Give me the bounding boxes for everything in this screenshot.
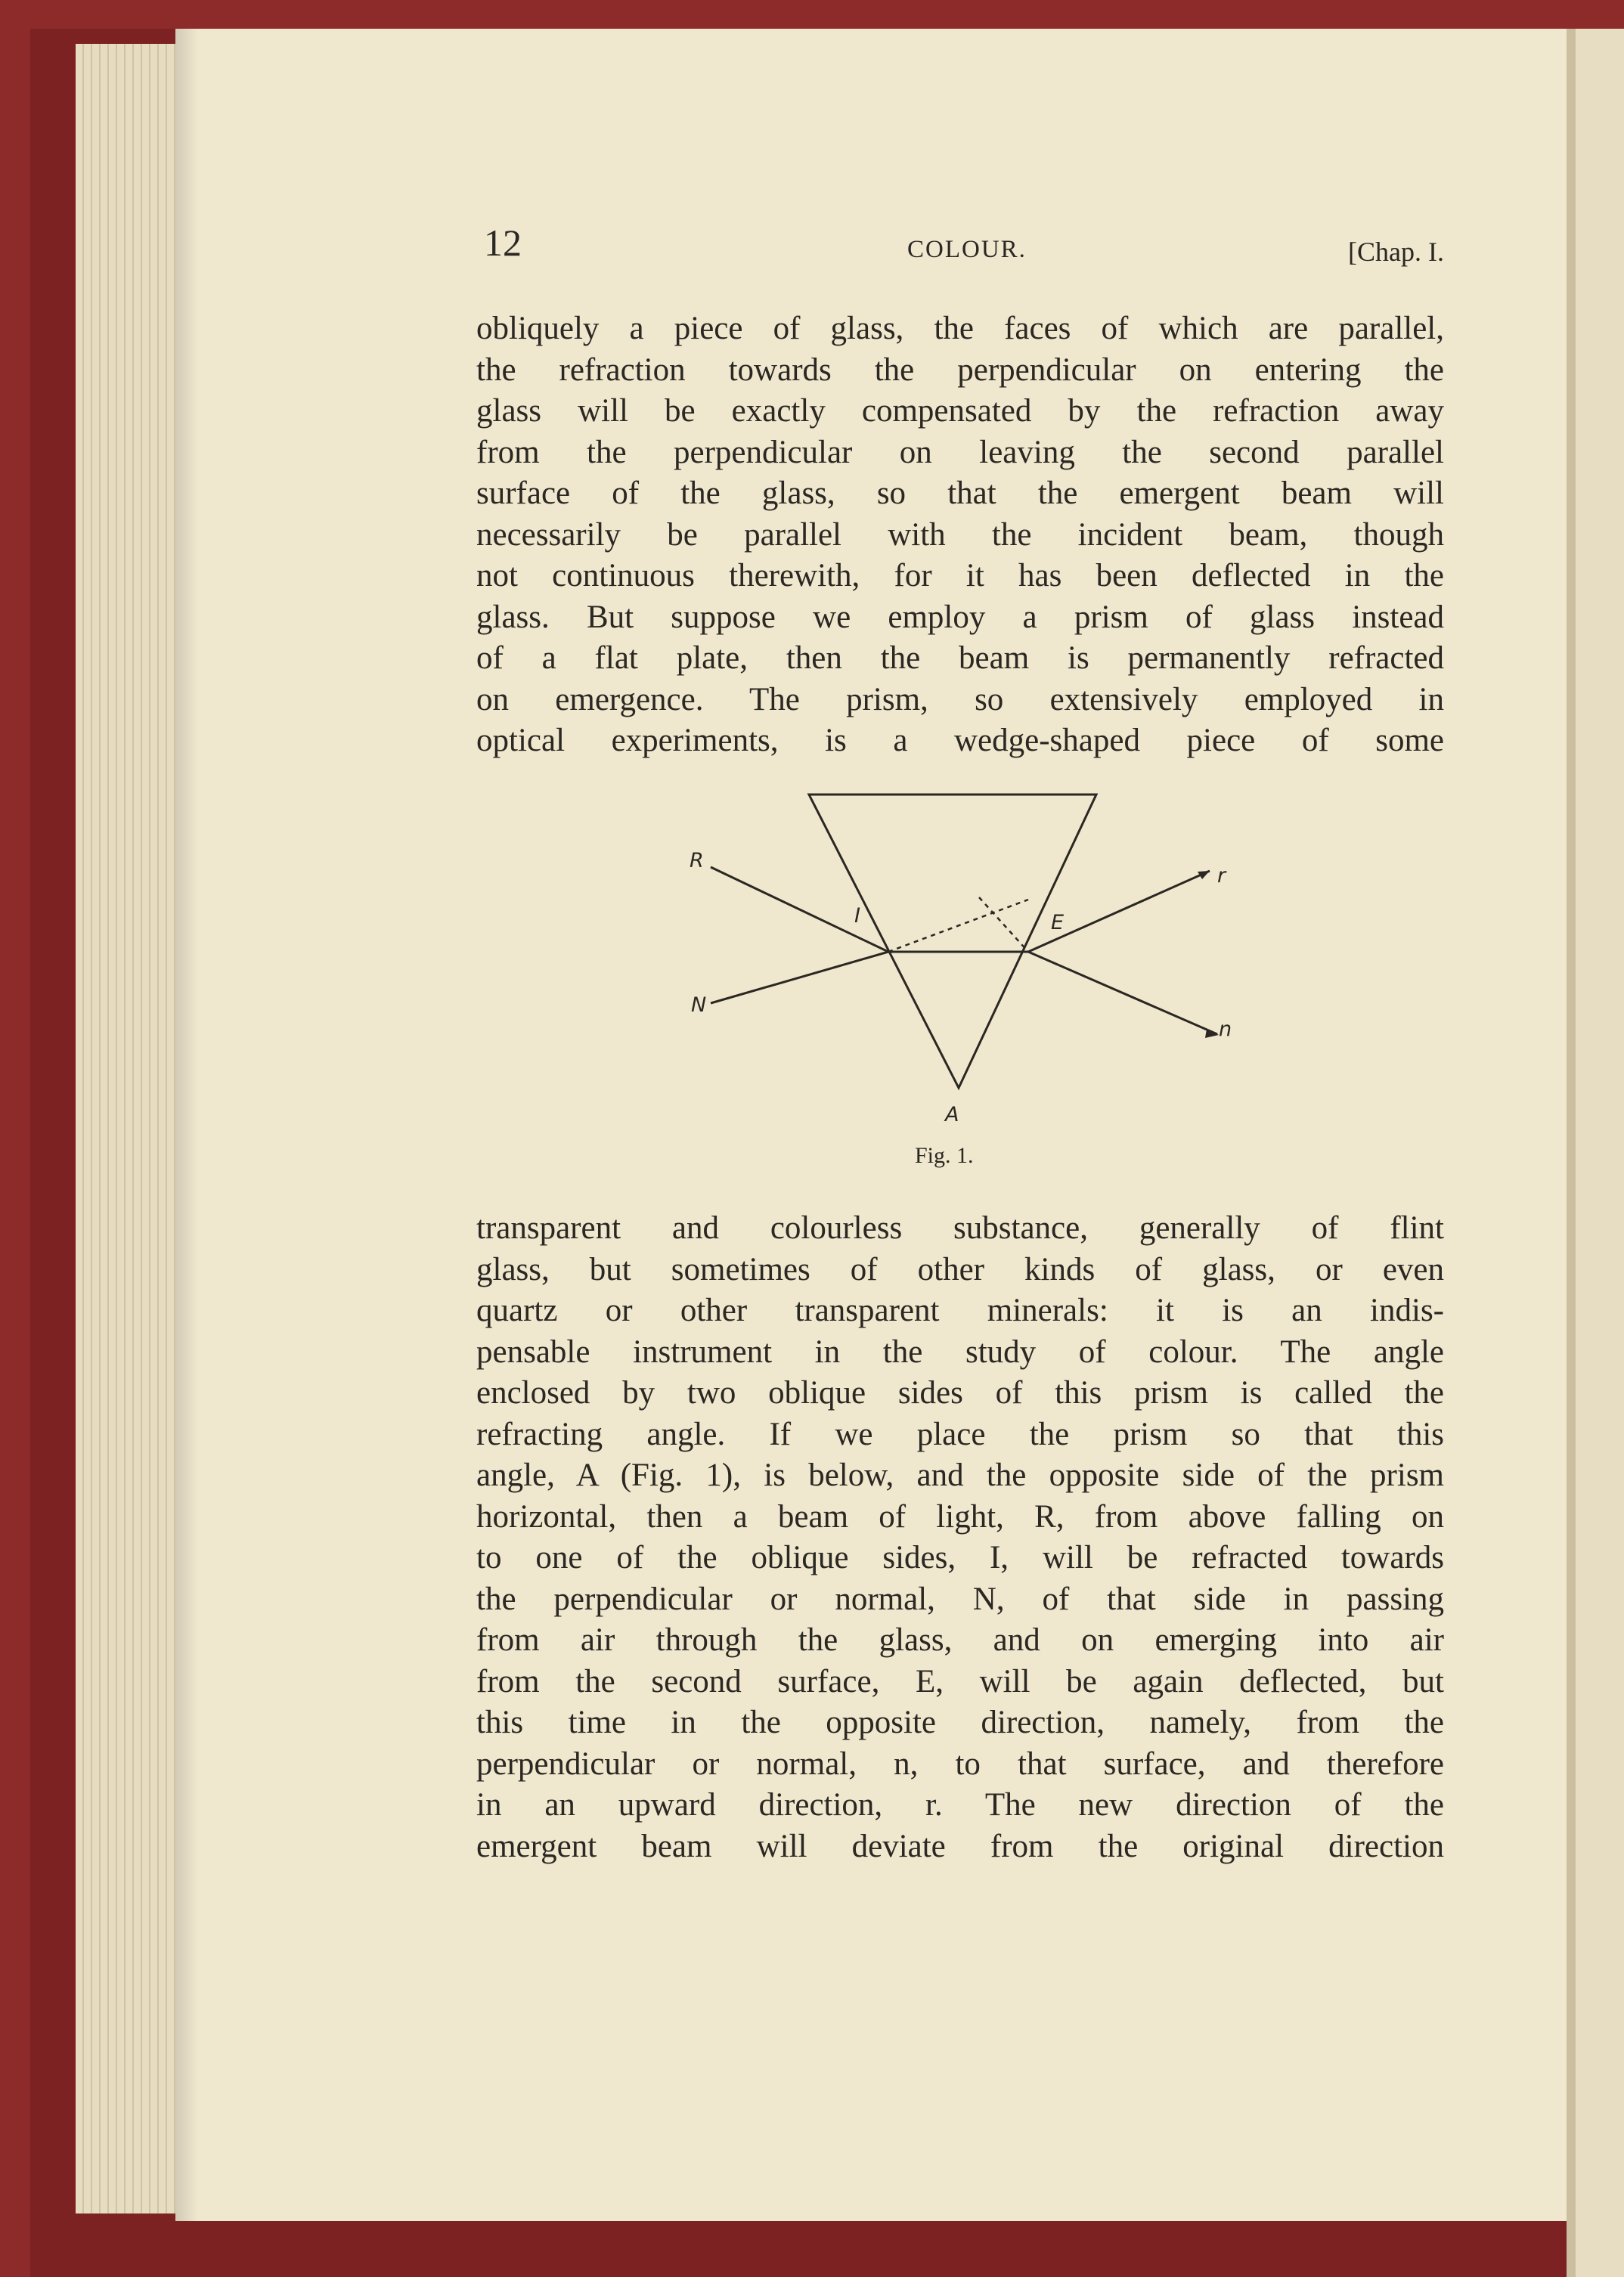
page-gutter-shadow	[175, 29, 198, 2221]
label-I: I	[854, 904, 860, 928]
paragraph-top	[476, 308, 1444, 762]
text-line: transparent and colourless substance, generally of flint	[476, 1210, 1444, 1246]
label-R: R	[690, 849, 704, 872]
chapter-reference: [Chap. I.	[1348, 237, 1444, 267]
label-N: N	[691, 993, 707, 1017]
dotted-line-2	[979, 897, 1028, 952]
text-line: from the perpendicular on leaving the second parallel	[476, 434, 1444, 470]
text-line: obliquely a piece of glass, the faces of which are parallel,	[476, 311, 1444, 346]
text-line: not continuous therewith, for it has been deflected in the	[476, 558, 1444, 593]
running-title: COLOUR.	[907, 236, 1027, 263]
label-A: A	[945, 1103, 959, 1126]
text-line: this time in the opposite direction, namely, from the	[476, 1705, 1444, 1740]
normal-line-n-right	[1028, 952, 1217, 1034]
label-r: r	[1217, 864, 1226, 888]
text-line: angle, A (Fig. 1), is below, and the opposite side of the prism	[476, 1458, 1444, 1493]
text-line: horizontal, then a beam of light, R, from above falling on	[476, 1498, 1444, 1535]
text-line: perpendicular or normal, n, to that surface, and therefore	[476, 1746, 1444, 1782]
incident-ray	[711, 867, 888, 952]
text-line: of a flat plate, then the beam is permanently refracted	[476, 640, 1444, 676]
label-n: n	[1219, 1018, 1232, 1041]
paragraph-bottom	[476, 1208, 1444, 1867]
prism-diagram	[680, 782, 1270, 1145]
text-line: pensable instrument in the study of colour. The angle	[476, 1334, 1444, 1370]
text-line: glass, but sometimes of other kinds of glass, or even	[476, 1251, 1444, 1287]
text-line: the perpendicular or normal, N, of that side in passing	[476, 1581, 1444, 1617]
text-line: surface of the glass, so that the emergent beam will	[476, 476, 1444, 511]
label-E: E	[1051, 911, 1065, 934]
text-line: emergent beam will deviate from the original direction	[476, 1828, 1444, 1864]
page-number: 12	[484, 222, 522, 264]
text-line: refracting angle. If we place the prism so that this	[476, 1416, 1444, 1452]
text-line: enclosed by two oblique sides of this prism is called the	[476, 1375, 1444, 1411]
text-line: optical experiments, is a wedge-shaped piece of some	[476, 723, 1444, 758]
text-line: necessarily be parallel with the incident beam, though	[476, 516, 1444, 553]
text-line: on emergence. The prism, so extensively employed in	[476, 681, 1444, 717]
text-line: quartz or other transparent minerals: it is an indis-	[476, 1293, 1444, 1328]
normal-line-n-left	[711, 952, 888, 1003]
dotted-line-1	[888, 900, 1028, 952]
text-line: from air through the glass, and on emerging into air	[476, 1622, 1444, 1658]
text-line: the refraction towards the perpendicular on entering the	[476, 352, 1444, 388]
figure-caption: Fig. 1.	[915, 1143, 974, 1168]
text-line: to one of the oblique sides, I, will be refracted towards	[476, 1540, 1444, 1575]
text-line: glass will be exactly compensated by the refraction away	[476, 393, 1444, 429]
prism-figure	[680, 782, 1270, 1183]
facing-page-strip	[1567, 29, 1576, 2277]
running-head	[484, 221, 1444, 274]
text-line: from the second surface, E, will be again deflected, but	[476, 1663, 1444, 1699]
text-line: in an upward direction, r. The new direction of the	[476, 1787, 1444, 1823]
text-line: glass. But suppose we employ a prism of glass instead	[476, 599, 1444, 635]
